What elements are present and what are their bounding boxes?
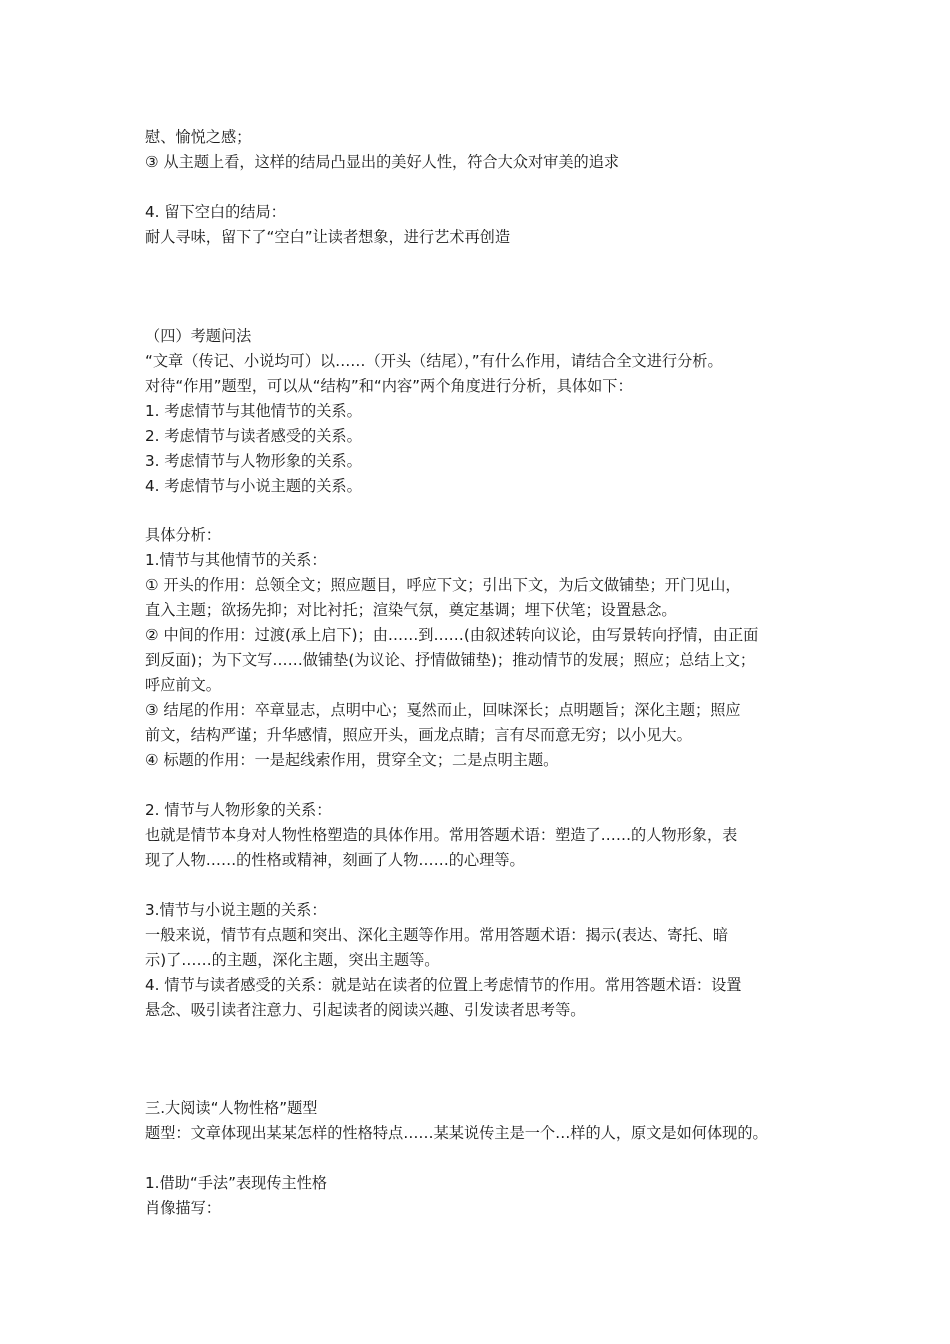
text-line: 耐人寻味，留下了“空白”让读者想象，进行艺术再创造 <box>145 228 511 246</box>
list-item: 1. 考虑情节与其他情节的关系。 <box>145 402 362 420</box>
section-heading: 4. 留下空白的结局： <box>145 203 286 221</box>
section-heading: （四）考题问法 <box>145 327 252 345</box>
list-item: 3. 考虑情节与人物形象的关系。 <box>145 452 362 470</box>
text-line: 到反面)；为下文写……做铺垫(为议论、抒情做铺垫)；推动情节的发展；照应；总结上文； <box>145 651 756 669</box>
text-line: ① 开头的作用：总领全文；照应题目，呼应下文；引出下文，为后文做铺垫；开门见山， <box>145 576 741 594</box>
list-item: 4. 考虑情节与小说主题的关系。 <box>145 477 362 495</box>
text-line: ③ 结尾的作用：卒章显志，点明中心；戛然而止，回味深长；点明题旨；深化主题；照应 <box>145 701 741 719</box>
text-line: 呼应前文。 <box>145 676 221 694</box>
subsection-heading: 2. 情节与人物形象的关系： <box>145 801 332 819</box>
section-heading: 三.大阅读“人物性格”题型 <box>145 1099 318 1117</box>
subsection-heading: 3.情节与小说主题的关系： <box>145 901 327 919</box>
text-line: ④ 标题的作用：一是起线索作用，贯穿全文；二是点明主题。 <box>145 751 559 769</box>
text-line: 悬念、吸引读者注意力、引起读者的阅读兴趣、引发读者思考等。 <box>145 1001 586 1019</box>
section-heading: 具体分析： <box>145 526 221 544</box>
text-line: 肖像描写： <box>145 1199 221 1217</box>
text-line: ② 中间的作用：过渡(承上启下)；由……到……(由叙述转向议论，由写景转向抒情，由正面 <box>145 626 759 644</box>
text-line: 一般来说，情节有点题和突出、深化主题等作用。常用答题术语：揭示(表达、寄托、暗 <box>145 926 729 944</box>
text-line: 4. 情节与读者感受的关系：就是站在读者的位置上考虑情节的作用。常用答题术语：设置 <box>145 976 742 994</box>
list-item: 2. 考虑情节与读者感受的关系。 <box>145 427 362 445</box>
text-line: 现了人物……的性格或精神，刻画了人物……的心理等。 <box>145 851 525 869</box>
text-line: 对待“作用”题型，可以从“结构”和“内容”两个角度进行分析，具体如下： <box>145 377 633 395</box>
subsection-heading: 1.借助“手法”表现传主性格 <box>145 1174 328 1192</box>
text-line: 直入主题；欲扬先抑；对比衬托；渲染气氛，奠定基调；埋下伏笔；设置悬念。 <box>145 601 677 619</box>
text-line: “文章（传记、小说均可）以……（开头（结尾），”有什么作用，请结合全文进行分析。 <box>145 352 723 370</box>
text-line: 题型：文章体现出某某怎样的性格特点……某某说传主是一个…样的人，原文是如何体现的。 <box>145 1124 768 1142</box>
text-line: 前文，结构严谨；升华感情，照应开头，画龙点睛；言有尽而意无穷；以小见大。 <box>145 726 692 744</box>
text-line: 慰、愉悦之感； <box>145 128 252 146</box>
text-line: ③ 从主题上看，这样的结局凸显出的美好人性，符合大众对审美的追求 <box>145 153 620 171</box>
subsection-heading: 1.情节与其他情节的关系： <box>145 551 327 569</box>
text-line: 也就是情节本身对人物性格塑造的具体作用。常用答题术语：塑造了……的人物形象，表 <box>145 826 738 844</box>
text-line: 示)了……的主题，深化主题，突出主题等。 <box>145 951 440 969</box>
